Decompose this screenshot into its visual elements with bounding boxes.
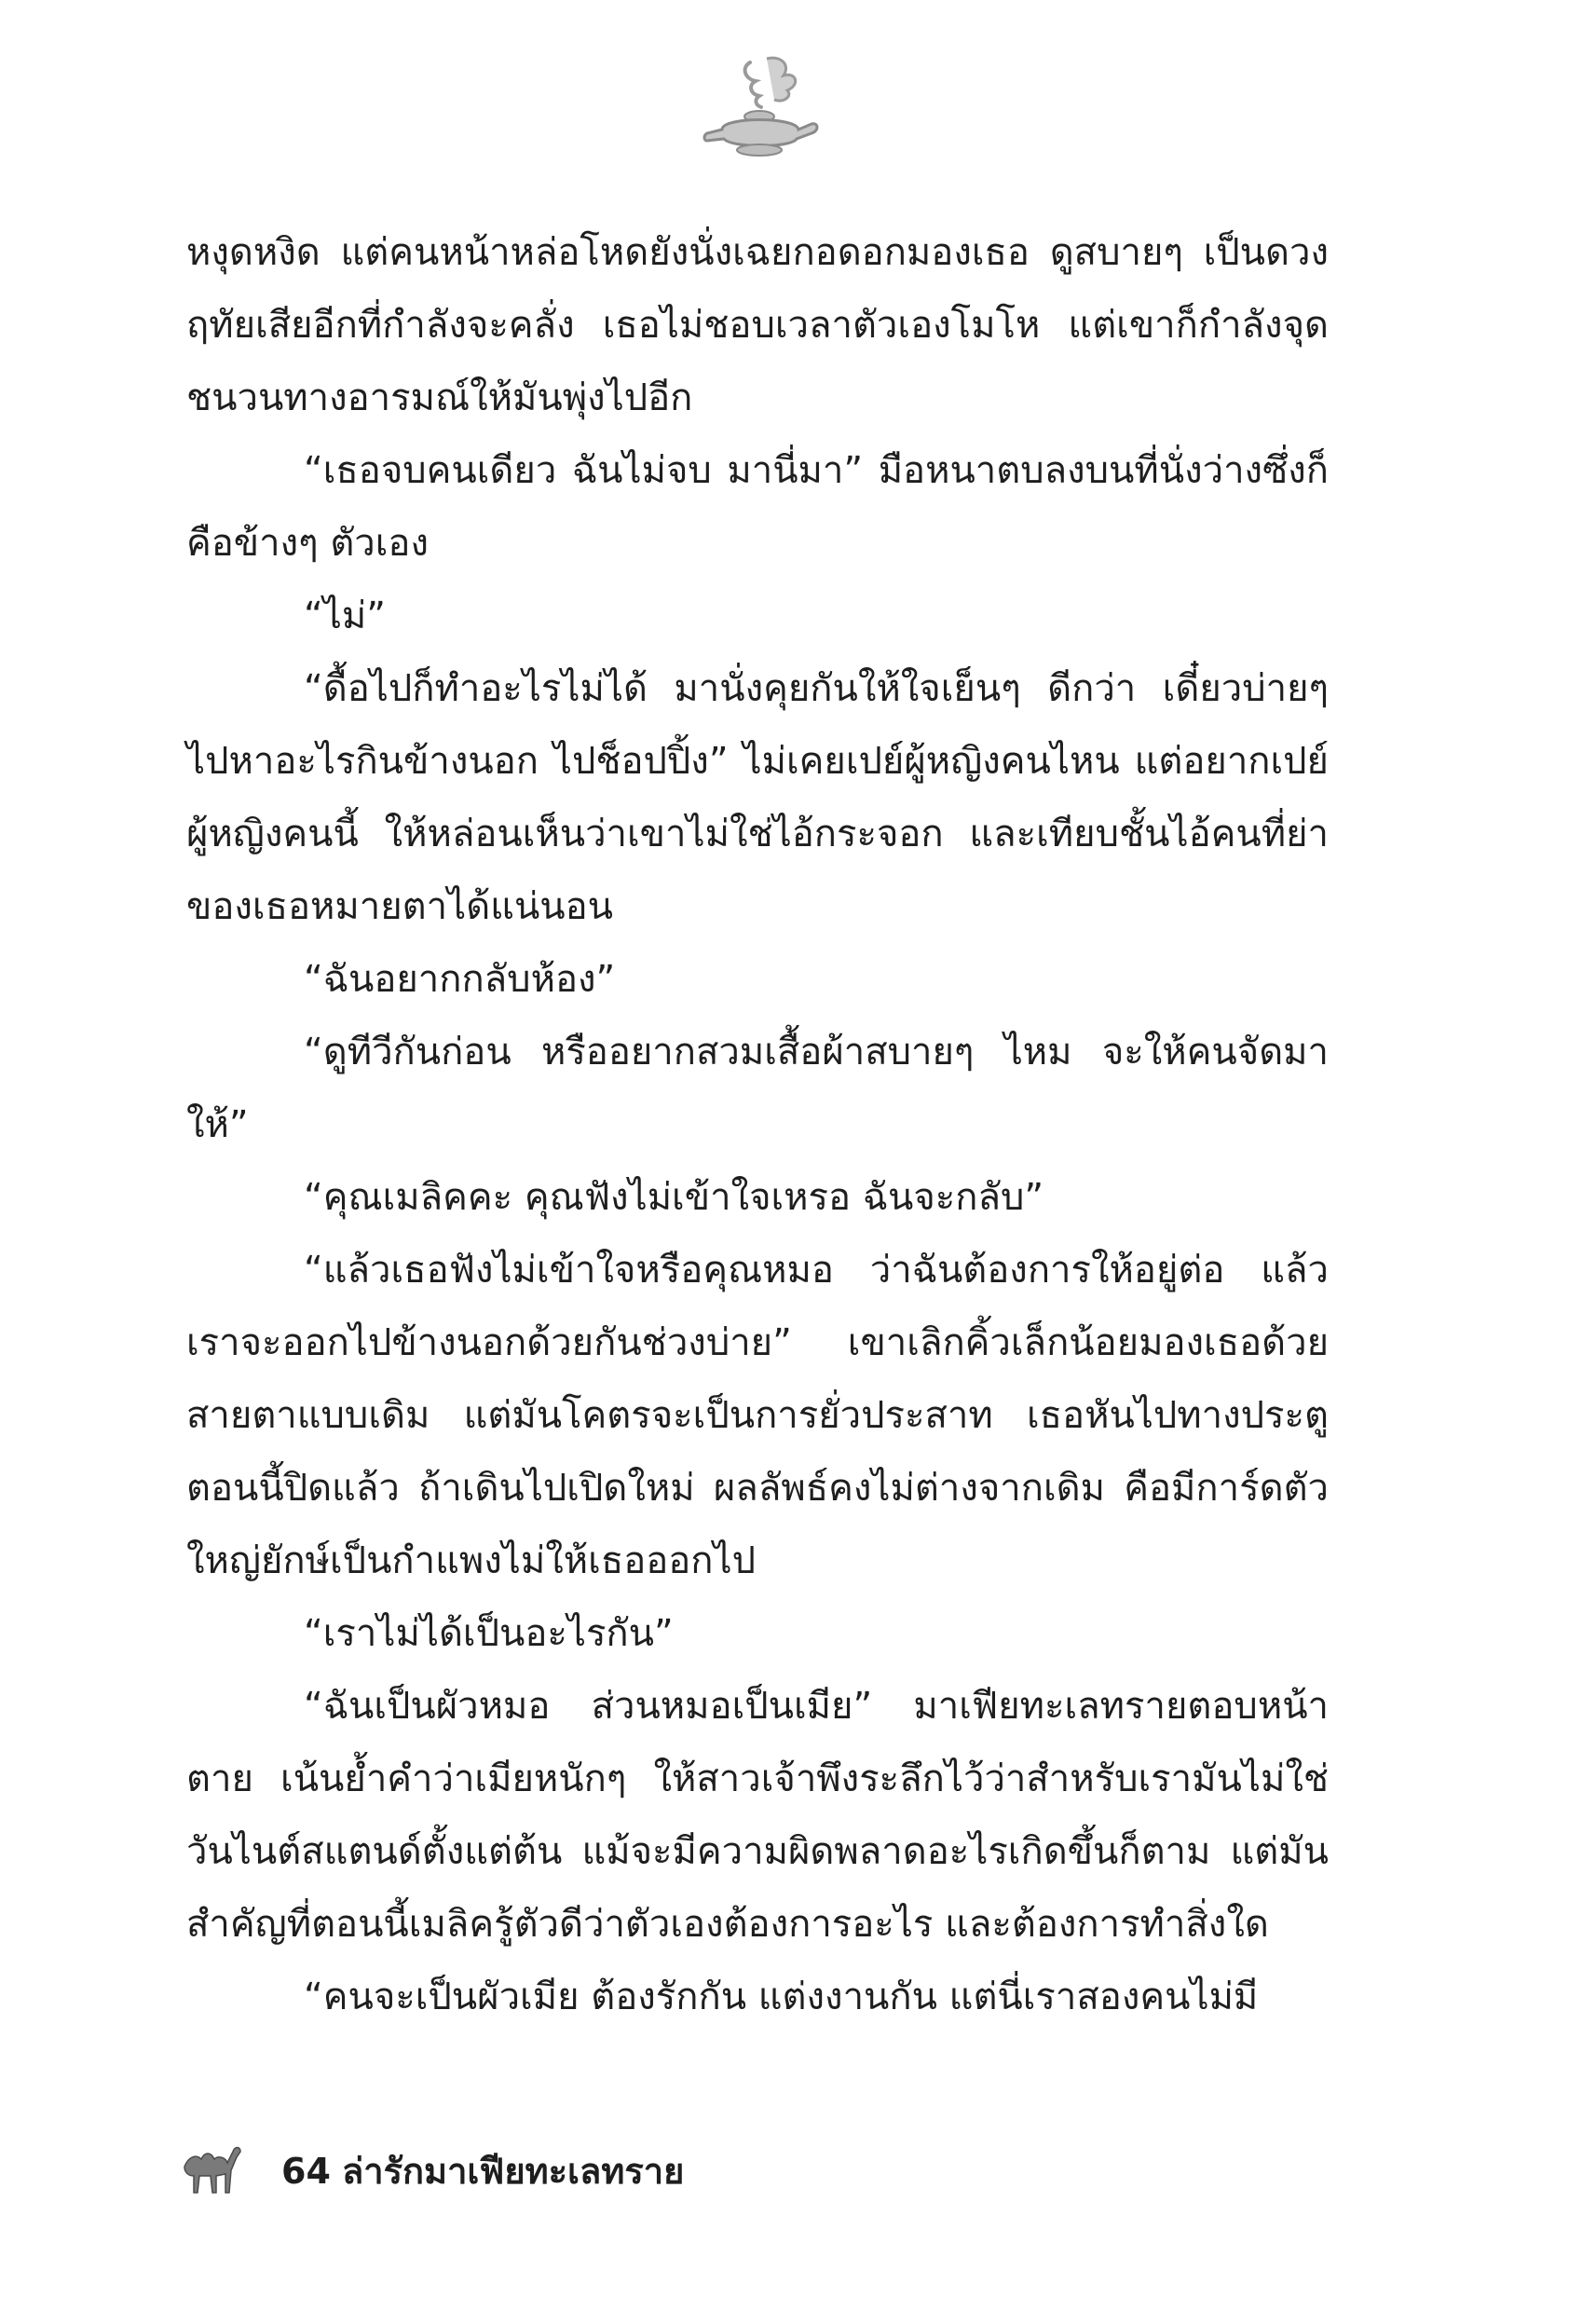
body-text (186, 216, 1329, 2033)
camel-icon (179, 2139, 244, 2196)
paragraph: “ฉันอยากกลับห้อง” (304, 958, 616, 1001)
genie-lamp-icon (694, 51, 825, 163)
paragraph: “เราไม่ได้เป็นอะไรกัน” (304, 1612, 674, 1655)
paragraph: “ดูทีวีกันก่อน หรืออยากสวมเสื้อผ้าสบายๆ ไหม จะให้คนจัดมาให้” (186, 1031, 1329, 1146)
paragraph: “แล้วเธอฟังไม่เข้าใจหรือคุณหมอ ว่าฉันต้องการให้อยู่ต่อ แล้วเราจะออกไปข้างนอกด้วยกันช่วงบ่าย” เขาเลิกคิ้วเล็กน้อยมองเธอด้วยสายตาแบบเดิม แต่มันโคตรจะเป็นการยั่วประสาท เธอหันไปทางประตูตอนนี้ปิดแล้ว ถ้าเดินไปเปิดใหม่ ผลลัพธ์คงไม่ต่างจากเดิม คือมีการ์ดตัวใหญ่ยักษ์เป็นกำแพงไม่ให้เธอออกไป (186, 1249, 1329, 1582)
paragraph: “คนจะเป็นผัวเมีย ต้องรักกัน แต่งงานกัน แต่นี่เราสองคนไม่มี (304, 1976, 1259, 2018)
paragraph: “ดื้อไปก็ทำอะไรไม่ได้ มานั่งคุยกันให้ใจเย็นๆ ดีกว่า เดี๋ยวบ่ายๆ ไปหาอะไรกินข้างนอก ไปช็อปปิ้ง” ไม่เคยเปย์ผู้หญิงคนไหน แต่อยากเปย์ผู้หญิงคนนี้ ให้หล่อนเห็นว่าเขาไม่ใช่ไอ้กระจอก และเทียบชั้นไอ้คนที่ย่าของเธอหมายตาได้แน่นอน (186, 667, 1329, 928)
paragraph: “ไม่” (304, 595, 386, 637)
page-number: 64 (281, 2151, 331, 2192)
page-footer (179, 2139, 1017, 2204)
book-title: ล่ารักมาเฟียทะเลทราย (342, 2151, 685, 2192)
paragraph: “คุณเมลิคคะ คุณฟังไม่เข้าใจเหรอ ฉันจะกลับ” (304, 1176, 1044, 1219)
paragraph: “เธอจบคนเดียว ฉันไม่จบ มานี่มา” มือหนาตบลงบนที่นั่งว่างซึ่งก็คือข้างๆ ตัวเอง (186, 449, 1329, 565)
paragraph: “ฉันเป็นผัวหมอ ส่วนหมอเป็นเมีย” มาเฟียทะเลทรายตอบหน้าตาย เน้นย้ำคำว่าเมียหนักๆ ให้สาวเจ้าพึงระลึกไว้ว่าสำหรับเรามันไม่ใช่วันไนต์สแตนด์ตั้งแต่ต้น แม้จะมีความผิดพลาดอะไรเกิดขึ้นก็ตาม แต่มันสำคัญที่ตอนนี้เมลิครู้ตัวดีว่าตัวเองต้องการอะไร และต้องการทำสิ่งใด (186, 1685, 1329, 1946)
paragraph: หงุดหงิด แต่คนหน้าหล่อโหดยังนั่งเฉยกอดอกมองเธอ ดูสบายๆ เป็นดวงฤทัยเสียอีกที่กำลังจะคลั่ง เธอไม่ชอบเวลาตัวเองโมโห แต่เขาก็กำลังจุดชนวนทางอารมณ์ให้มันพุ่งไปอีก (186, 231, 1329, 419)
